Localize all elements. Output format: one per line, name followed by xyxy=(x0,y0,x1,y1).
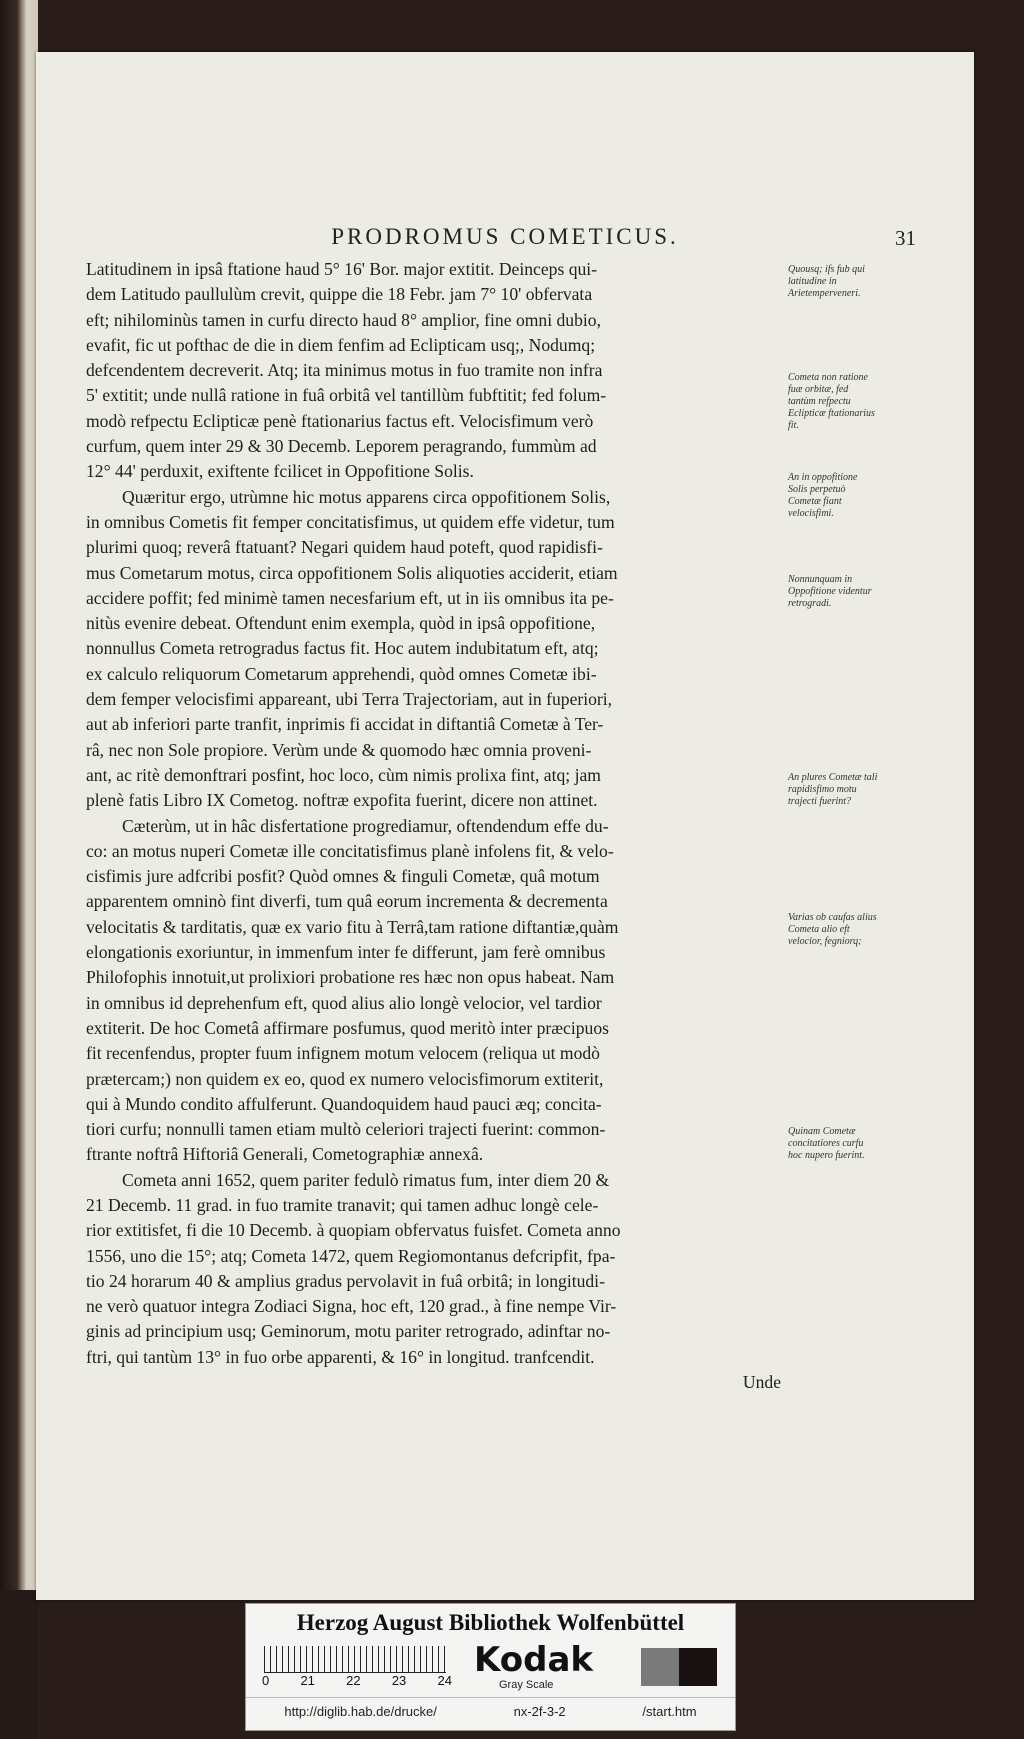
text-line: cisfimis jure adfcribi posfit? Quòd omnes & finguli Cometæ, quâ motum xyxy=(86,866,600,887)
text-line: 1556, uno die 15°; atq; Cometa 1472, quem Regiomontanus defcripfit, fpa- xyxy=(86,1245,616,1266)
text-line: dem Latitudo paullulùm crevit, quippe die 18 Febr. jam 7° 10' obfervata xyxy=(86,284,593,305)
text-line: defcendentem decreverit. Atq; ita minimus motus in fuo tramite non infra xyxy=(86,360,603,381)
ruler-number: 22 xyxy=(346,1673,361,1688)
text-line: 12° 44' perduxit, exiftente fcilicet in Oppofitione Solis. xyxy=(86,461,474,482)
text-line: 5' extitit; unde nullâ ratione in fuâ orbitâ vel tantillùm fubftitit; fed folum- xyxy=(86,385,607,406)
text-line: rior extitisfet, fi die 10 Decemb. à quopiam obfervatus fuisfet. Cometa anno xyxy=(86,1220,621,1241)
book-gutter xyxy=(0,0,38,1739)
text-line: Cæterùm, ut in hâc disfertatione progrediamur, oftendendum effe du- xyxy=(122,815,609,836)
ruler-scale xyxy=(264,1646,446,1673)
ruler-number: 0 xyxy=(262,1673,270,1688)
gray-swatch xyxy=(641,1648,679,1686)
page-number: 31 xyxy=(895,226,916,250)
ruler-number: 23 xyxy=(391,1673,407,1688)
paragraph xyxy=(86,257,781,485)
text-line: Quæritur ergo, utrùmne hic motus apparens circa oppofitionem Solis, xyxy=(122,486,611,507)
text-line: velocitatis & tarditatis, quæ ex vario fitu à Terrâ,tam ratione diftantiæ,quàm xyxy=(86,916,619,937)
margin-note: Cometa non ratione fuæ orbitæ, fed tantùm refpectu Eclipticæ ftationarius fit. xyxy=(788,372,875,431)
book-cover-edge xyxy=(0,1590,38,1739)
library-title: Herzog August Bibliothek Wolfenbüttel xyxy=(296,1610,685,1635)
ruler-number: 21 xyxy=(300,1673,315,1688)
text-line: curfum, quem inter 29 & 30 Decemb. Leporem peragrando, fummùm ad xyxy=(86,436,597,457)
gray-scale-label: Gray Scale xyxy=(499,1679,554,1691)
footer-file: /start.htm xyxy=(642,1704,697,1719)
text-line: Cometa anni 1652, quem pariter fedulò rimatus fum, inter diem 20 & xyxy=(122,1169,610,1190)
running-header: PRODROMUS COMETICUS. xyxy=(331,224,679,249)
book-page xyxy=(36,52,974,1600)
text-line: apparentem omninò fint diverfi, tum quâ eorum incrementa & decrementa xyxy=(86,891,608,912)
text-line: râ, nec non Sole propiore. Verùm unde & quomodo hæc omnia proveni- xyxy=(86,739,592,760)
text-line: plenè fatis Libro IX Cometog. noftræ expofita fuerint, dicere non attinet. xyxy=(86,790,598,811)
body-text xyxy=(86,257,781,1395)
footer-id: nx-2f-3-2 xyxy=(513,1704,566,1719)
text-line: 21 Decemb. 11 grad. in fuo tramite tranavit; qui tamen adhuc longè cele- xyxy=(86,1194,599,1215)
margin-note: Varias ob caufas alius Cometa alio eft velocior, fegniorq; xyxy=(788,912,877,947)
text-line: ne verò quatuor integra Zodiaci Signa, hoc eft, 120 grad., à fine nempe Vir- xyxy=(86,1296,617,1317)
target-footer xyxy=(246,1697,735,1724)
catchword: Unde xyxy=(742,1372,781,1393)
margin-note: An plures Cometæ tali rapidisfimo motu trajecti fuerint? xyxy=(788,772,878,807)
margin-note: Quousq; ifs fub qui latitudine in Arietemperveneri. xyxy=(788,264,865,299)
paragraph xyxy=(86,485,781,814)
color-calibration-target xyxy=(245,1603,736,1731)
margin-note: An in oppofitione Solis perpetuò Cometæ fiant velocisfimi. xyxy=(788,472,858,519)
text-line: prætercam;) non quidem ex eo, quod ex numero velocisfimorum extiterit, xyxy=(86,1068,604,1089)
text-line: Philofophis innotuit,ut prolixiori probatione res hæc non opus habeat. Nam xyxy=(86,967,615,988)
paragraph xyxy=(86,814,781,1168)
text-line: ftrante noftrâ Hiftoriâ Generali, Cometographiæ annexâ. xyxy=(86,1144,484,1165)
text-line: eft; nihilominùs tamen in curfu directo haud 8° amplior, fine omni dubio, xyxy=(86,309,601,330)
text-line: in omnibus id deprehenfum eft, quod alius alio longè velocior, vel tardior xyxy=(86,992,602,1013)
text-line: tio 24 horarum 40 & amplius gradus pervolavit in fuâ orbitâ; in longitudi- xyxy=(86,1270,605,1291)
text-line: co: an motus nuperi Cometæ ille concitatisfimus planè infolens fit, & velo- xyxy=(86,840,614,861)
text-line: accidere poffit; fed minimè tamen necesfarium eft, ut in iis omnibus ita pe- xyxy=(86,587,614,608)
text-line: evafit, fic ut pofthac de die in diem fenfim ad Eclipticam usq;, Nodumq; xyxy=(86,334,596,355)
text-line: ftri, qui tantùm 13° in fuo orbe apparenti, & 16° in longitud. tranfcendit. xyxy=(86,1346,595,1367)
ruler-numbers xyxy=(262,1673,452,1688)
text-line: dem femper velocisfimi appareant, ubi Terra Trajectoriam, aut in fuperiori, xyxy=(86,689,613,710)
text-line: modò refpectu Eclipticæ penè ftationarius factus eft. Velocisfimum verò xyxy=(86,410,594,431)
text-line: ginis ad principium usq; Geminorum, motu pariter retrogrado, adinftar no- xyxy=(86,1321,611,1342)
text-line: extiterit. De hoc Cometâ affirmare posfumus, quod meritò inter præcipuos xyxy=(86,1017,609,1038)
text-line: elongationis exoriuntur, in immenfum inter fe differunt, jam ferè omnibus xyxy=(86,942,606,963)
text-line: Latitudinem in ipsâ ftatione haud 5° 16' Bor. major extitit. Deinceps qui- xyxy=(86,259,598,279)
text-line: fit recenfendus, propter fuum infignem motum velocem (reliqua ut modò xyxy=(86,1043,600,1064)
text-line: ex calculo reliquorum Cometarum apprehendi, quòd omnes Cometæ ibi- xyxy=(86,663,597,684)
text-line: tiori curfu; nonnulli tamen etiam multò celeriori trajecti fuerint: common- xyxy=(86,1119,606,1140)
text-line: in omnibus Cometis fit femper concitatisfimus, ut quidem effe videtur, tum xyxy=(86,511,615,532)
paragraph xyxy=(86,1168,781,1370)
margin-note: Nonnunquam in Oppofitione videntur retrogradi. xyxy=(788,574,872,609)
footer-url: http://diglib.hab.de/drucke/ xyxy=(284,1704,437,1719)
text-line: ant, ac ritè demonftrari posfint, hoc loco, cùm nimis prolixa fint, atq; jam xyxy=(86,764,601,785)
text-line: qui à Mundo condito affulferunt. Quandoquidem haud pauci æq; concita- xyxy=(86,1093,602,1114)
text-line: nitùs evenire debeat. Oftendunt enim exempla, quòd in ipsâ oppofitione, xyxy=(86,613,596,634)
text-line: mus Cometarum motus, circa oppofitionem Solis aliquoties acciderit, etiam xyxy=(86,562,618,583)
black-swatch xyxy=(679,1648,717,1686)
margin-note: Quinam Cometæ concitatiores curfu hoc nupero fuerint. xyxy=(788,1126,865,1161)
ruler-number: 24 xyxy=(437,1673,452,1688)
text-line: nonnullus Cometa retrogradus factus fit. Hoc autem indubitatum eft, atq; xyxy=(86,638,599,659)
text-line: plurimi quoq; reverâ ftatuant? Negari quidem haud poteft, quod rapidisfi- xyxy=(86,537,603,558)
kodak-logo: Kodak xyxy=(474,1640,593,1680)
text-line: aut ab inferiori parte tranfit, inprimis fi accidat in diftantiâ Cometæ à Ter- xyxy=(86,714,604,735)
